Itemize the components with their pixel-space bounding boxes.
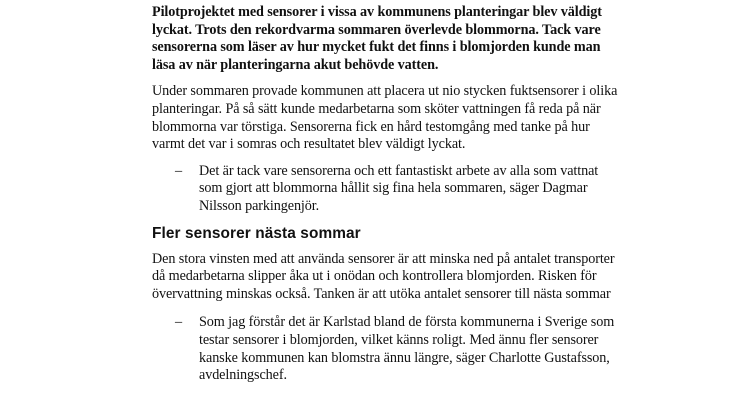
quote-2 (152, 314, 622, 384)
quote-1-dash: – (175, 162, 182, 179)
quote-1-text: Det är tack vare sensorerna och ett fantastiskt arbete av alla som vattnat som gjort att blommorna hållit sig fina hela sommaren, säger Dagmar Nilsson parkingenjör. (199, 162, 599, 214)
document-page (152, 0, 622, 385)
quote-1 (152, 163, 622, 216)
section-heading: Fler sensorer nästa sommar (152, 224, 361, 242)
body-paragraph-2: Den stora vinsten med att använda sensorer är att minska ned på antalet transporter då medarbetarna slipper åka ut i onödan och kontrollera blomjorden. Risken för övervattning minskas också. Tanken är att utöka antalet sensorer till nästa sommar (152, 250, 615, 302)
lead-paragraph: Pilotprojektet med sensorer i vissa av kommunens planteringar blev väldigt lyckat. Trots den rekordvarma sommaren överlevde blommorna. Tack vare sensorerna som läser av hur mycket fukt det finns i blomjorden kunde man läsa av när planteringarna akut behövde vatten. (152, 4, 602, 73)
quote-2-dash: – (175, 314, 182, 331)
body-paragraph-1: Under sommaren provade kommunen att placera ut nio stycken fuktsensorer i olika planteringar. På så sätt kunde medarbetarna som sköter vattningen få reda på när blommorna var törstiga. Sensorerna fick en hård testomgång med tanke på hur varmt det var i somras och resultatet blev väldigt lyckat. (152, 83, 618, 153)
quote-2-text: Som jag förstår det är Karlstad bland de första kommunerna i Sverige som testar sensorer i blomjorden, vilket känns roligt. Med ännu fler sensorer kanske kommunen kan blomstra ännu längre, säger Charlotte Gustafsson, avdelningschef. (199, 314, 615, 384)
